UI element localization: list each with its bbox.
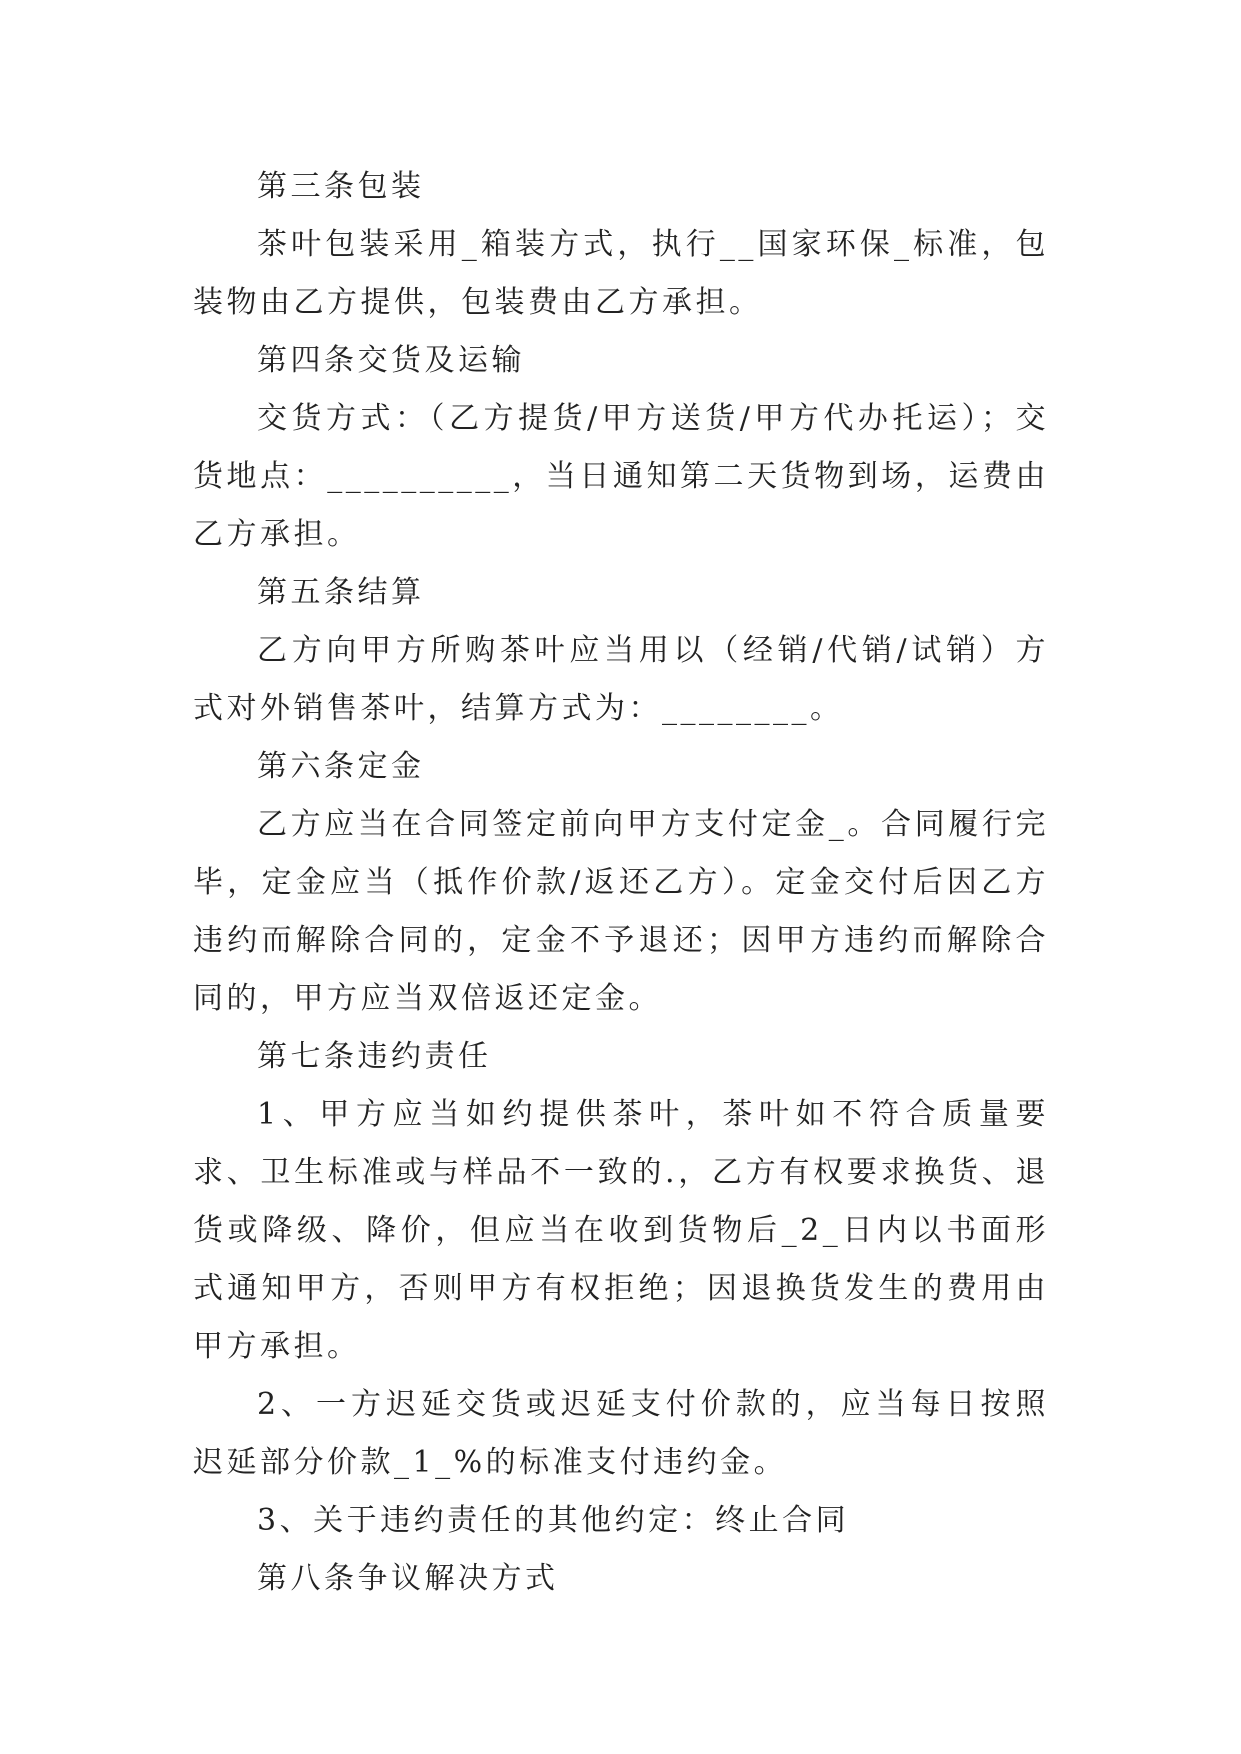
article-5-text: 乙方向甲方所购茶叶应当用以（经销/代销/试销）方式对外销售茶叶，结算方式为：________。: [193, 633, 1049, 726]
article-5-heading: 第五条结算: [257, 575, 425, 610]
article-3-text: 茶叶包装采用_箱装方式，执行__国家环保_标准，包装物由乙方提供，包装费由乙方承担。: [193, 227, 1049, 320]
article-4-text: 交货方式：（乙方提货/甲方送货/甲方代办托运）；交货地点：__________，当日通知第二天货物到场，运费由乙方承担。: [193, 401, 1049, 552]
article-3-heading: 第三条包装: [257, 169, 425, 204]
article-8-heading: 第八条争议解决方式: [257, 1561, 559, 1596]
article-6-text: 乙方应当在合同签定前向甲方支付定金_。合同履行完毕，定金应当（抵作价款/返还乙方）。定金交付后因乙方违约而解除合同的，定金不予退还；因甲方违约而解除合同的，甲方应当双倍返还定金。: [193, 807, 1049, 1016]
article-7-item-1: 1、甲方应当如约提供茶叶，茶叶如不符合质量要求、卫生标准或与样品不一致的.，乙方有权要求换货、退货或降级、降价，但应当在收到货物后_2_日内以书面形式通知甲方，否则甲方有权拒绝；因退换货发生的费用由甲方承担。: [193, 1097, 1049, 1364]
article-7-item-2: 2、一方迟延交货或迟延支付价款的，应当每日按照迟延部分价款_1_%的标准支付违约金。: [193, 1387, 1049, 1480]
article-6-heading: 第六条定金: [257, 749, 425, 784]
article-4-heading: 第四条交货及运输: [257, 343, 525, 378]
article-7-heading: 第七条违约责任: [257, 1039, 492, 1074]
document-body: [193, 158, 1049, 1608]
article-7-item-3: 3、关于违约责任的其他约定：终止合同: [257, 1503, 850, 1538]
